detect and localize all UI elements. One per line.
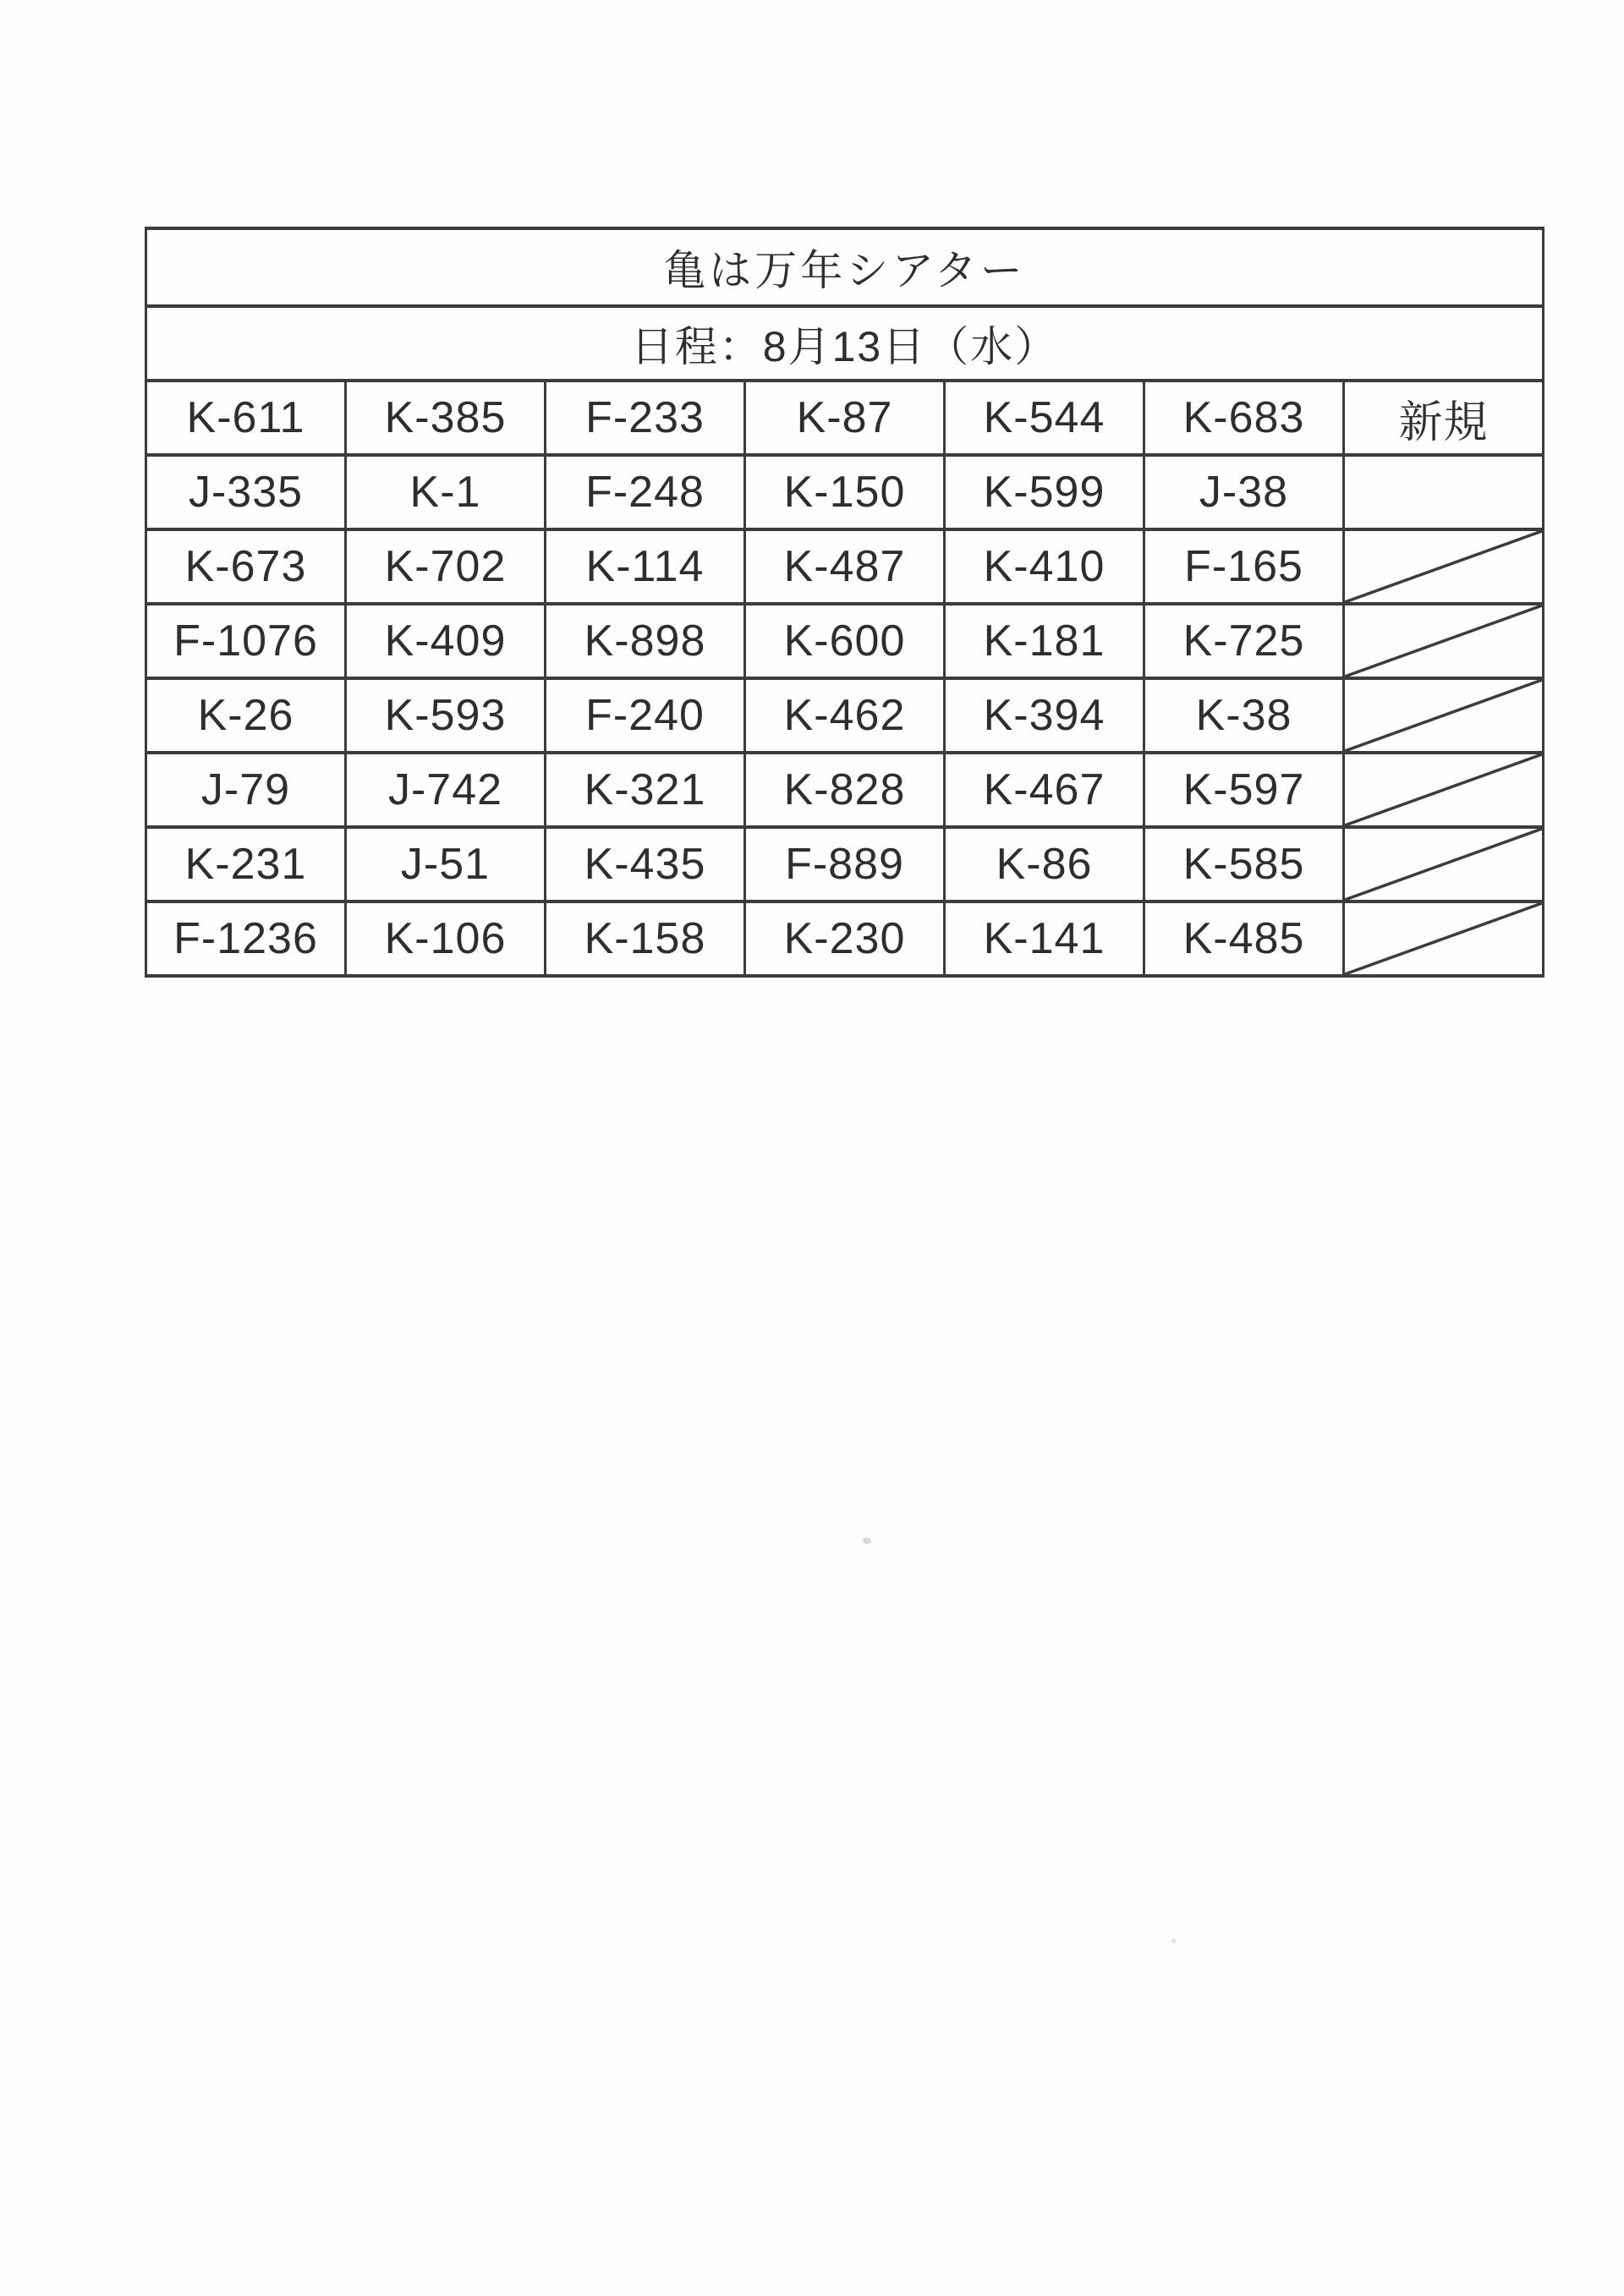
- code-cell: K-683: [1144, 381, 1344, 455]
- code-cell: K-467: [945, 753, 1144, 827]
- new-entries-header-cell: 新規: [1344, 381, 1544, 455]
- table-row: [146, 381, 1544, 455]
- code-cell: K-106: [346, 901, 546, 976]
- code-cell: K-409: [346, 604, 546, 678]
- code-cell: K-597: [1144, 753, 1344, 827]
- code-cell: K-1: [346, 455, 546, 529]
- code-cell: K-485: [1144, 901, 1344, 976]
- code-cell: K-385: [346, 381, 546, 455]
- code-cell: K-410: [945, 529, 1144, 604]
- code-cell: F-1236: [146, 901, 346, 976]
- code-cell: J-335: [146, 455, 346, 529]
- code-cell: K-231: [146, 827, 346, 901]
- code-cell: F-165: [1144, 529, 1344, 604]
- diagonal-line-icon: [1345, 680, 1542, 751]
- diagonal-line-icon: [1345, 606, 1542, 677]
- code-cell: K-87: [745, 381, 945, 455]
- code-cell: K-435: [546, 827, 745, 901]
- code-cell: K-828: [745, 753, 945, 827]
- code-cell: J-51: [346, 827, 546, 901]
- scan-speck: [863, 1537, 871, 1544]
- schedule-table-body: [146, 228, 1544, 976]
- code-cell: K-544: [945, 381, 1144, 455]
- diagonal-line-icon: [1345, 754, 1542, 825]
- code-cell: K-898: [546, 604, 745, 678]
- table-row: [146, 901, 1544, 976]
- schedule-date: 日程：8月13日（水）: [146, 306, 1544, 381]
- table-row: [146, 827, 1544, 901]
- crossed-out-cell: [1344, 678, 1544, 753]
- table-row: [146, 455, 1544, 529]
- diagonal-line-icon: [1345, 903, 1542, 974]
- code-cell: K-230: [745, 901, 945, 976]
- code-cell: F-889: [745, 827, 945, 901]
- code-cell: K-585: [1144, 827, 1344, 901]
- table-row: [146, 678, 1544, 753]
- code-cell: K-141: [945, 901, 1144, 976]
- scan-speck: [1171, 1938, 1177, 1943]
- code-cell: K-181: [945, 604, 1144, 678]
- code-cell: K-462: [745, 678, 945, 753]
- code-cell: K-599: [945, 455, 1144, 529]
- diagonal-line-icon: [1345, 531, 1542, 602]
- code-cell: K-321: [546, 753, 745, 827]
- code-cell: K-394: [945, 678, 1144, 753]
- diagonal-line-icon: [1345, 829, 1542, 900]
- theater-schedule-table: [145, 227, 1544, 978]
- code-cell: K-673: [146, 529, 346, 604]
- code-cell: K-158: [546, 901, 745, 976]
- code-cell: K-114: [546, 529, 745, 604]
- code-cell: J-742: [346, 753, 546, 827]
- table-row: [146, 604, 1544, 678]
- code-cell: K-86: [945, 827, 1144, 901]
- code-cell: J-79: [146, 753, 346, 827]
- code-cell: K-611: [146, 381, 346, 455]
- code-cell: F-233: [546, 381, 745, 455]
- code-cell: K-38: [1144, 678, 1344, 753]
- code-cell: F-240: [546, 678, 745, 753]
- table-row: [146, 529, 1544, 604]
- table-title-row: [146, 228, 1544, 306]
- code-cell: K-702: [346, 529, 546, 604]
- code-cell: K-593: [346, 678, 546, 753]
- crossed-out-cell: [1344, 901, 1544, 976]
- empty-cell: [1344, 455, 1544, 529]
- code-cell: K-26: [146, 678, 346, 753]
- code-cell: J-38: [1144, 455, 1344, 529]
- table-date-row: [146, 306, 1544, 381]
- code-cell: F-1076: [146, 604, 346, 678]
- table-title: 亀は万年シアター: [146, 228, 1544, 306]
- code-cell: K-150: [745, 455, 945, 529]
- crossed-out-cell: [1344, 753, 1544, 827]
- code-cell: K-487: [745, 529, 945, 604]
- crossed-out-cell: [1344, 827, 1544, 901]
- code-cell: K-725: [1144, 604, 1344, 678]
- code-cell: K-600: [745, 604, 945, 678]
- crossed-out-cell: [1344, 529, 1544, 604]
- code-cell: F-248: [546, 455, 745, 529]
- crossed-out-cell: [1344, 604, 1544, 678]
- table-row: [146, 753, 1544, 827]
